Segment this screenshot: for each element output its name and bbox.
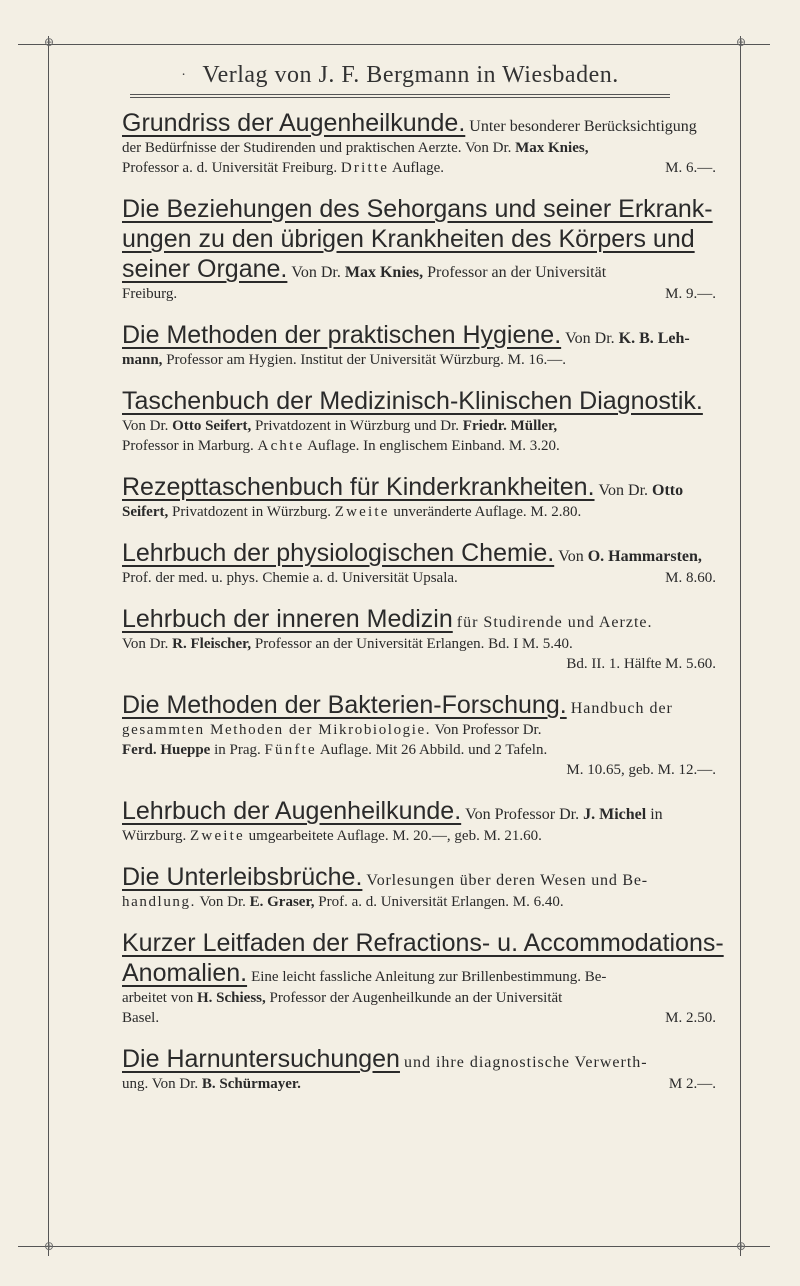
price: M. 20.—, geb. M. 21.60. [392,828,542,844]
edition: Achte [257,438,305,454]
author-name: O. Hammarsten, [587,548,702,565]
left-border-line [48,36,49,1256]
price: M. 3.20. [508,438,560,454]
book-subtitle: Vorlesungen über deren Wesen und Be- [366,872,648,889]
book-entry: Die Methoden der praktischen Hygiene. Von Dr. K. B. Leh- mann, Professor am Hygien. Institut der Universität Würzburg. M. 16.—. [122,320,716,370]
book-subtitle: Unter besonderer Berücksichtigung [469,118,697,135]
header-bullet: · [181,68,187,84]
book-description: ung. Von Dr. B. Schürmayer. M 2.—. [122,1076,716,1092]
book-title: Taschenbuch der Medizinisch-Klinischen Diagnostik. [122,387,703,415]
page-header [0,62,800,89]
author-name: Max Knies, [344,264,424,281]
header-rule-top [130,94,670,95]
author-name: Otto Seifert, [172,418,252,434]
book-title-line: ungen zu den übrigen Krankheiten des Körpers und [122,225,695,253]
author-name: K. B. Leh- [618,330,690,347]
book-title: Grundriss der Augenheilkunde. [122,109,466,137]
price: M. 5.40. [521,636,573,652]
author-name: E. Graser, [249,894,315,910]
author-name: J. Michel [583,806,647,823]
book-entry [122,604,716,674]
author-name: Ferd. Hueppe [122,742,211,758]
edition: Fünfte [264,742,317,758]
book-title: Lehrbuch der Augenheilkunde. [122,797,462,825]
bottom-border-line [18,1246,770,1247]
book-description: Würzburg. Zweite umgearbeitete Auflage. M. 20.—, geb. M. 21.60. [122,828,542,844]
book-title: Die Harnuntersuchungen [122,1045,400,1073]
book-title: Lehrbuch der inneren Medizin [122,605,453,633]
crop-mark-top-right: ⊕ [736,35,747,49]
book-title-line: Kurzer Leitfaden der Refractions- u. Accommodations- [122,929,724,957]
book-title: Die Unterleibsbrüche. [122,863,363,891]
book-title: Rezepttaschenbuch für Kinderkrankheiten. [122,473,595,501]
price: M. 2.80. [530,504,582,520]
author-name: H. Schiess, [196,990,266,1006]
book-title: Die Methoden der praktischen Hygiene. [122,321,562,349]
author-name: mann, [122,352,163,368]
price: M 2.—. [668,1076,716,1092]
price: M. 6.40. [512,894,564,910]
book-title-line: Anomalien. [122,959,248,987]
edition: Dritte [340,160,390,176]
price: M. 8.60. [665,570,716,586]
author-name: Friedr. Müller, [462,418,558,434]
book-entry: Lehrbuch der physiologischen Chemie. Von O. Hammarsten, Prof. der med. u. phys. Chemie a. d. Universität Upsala. M. 8.60. [122,539,716,586]
book-entry: Die Beziehungen des Sehorgans und seiner Erkrank- ungen zu den übrigen Krankheiten des Körpers und seiner Organe. Von Dr. Max Knies, Professor an der Universität Freiburg. M. 9.—. [122,195,716,302]
price: M. 9.—. [665,286,716,302]
author-name: Max Knies, [515,140,589,156]
price: M. 10.65, geb. M. 12.—. [566,762,716,778]
book-description: arbeitet von H. Schiess, Professor der Augenheilkunde an der Universität [122,990,563,1006]
book-entry [122,1044,716,1094]
book-description: mann, Professor am Hygien. Institut der Universität Würzburg. M. 16.—. [122,352,566,368]
author-name: Seifert, [122,504,169,520]
book-title: Lehrbuch der physiologischen Chemie. [122,539,555,567]
author-name: R. Fleischer, [172,636,252,652]
author-name: B. Schürmayer. [201,1076,301,1092]
author-name: Otto [652,482,684,499]
book-list [122,108,724,1110]
book-volume-2: Bd. II. 1. Hälfte M. 5.60. [566,656,716,672]
book-description: Von Dr. Otto Seifert, Privatdozent in Würzburg und Dr. Friedr. Müller, Professor in Marburg. Achte Auflage. In englischem Einband. M. 3.20. [122,418,560,454]
book-description: der Bedürfnisse der Studirenden und praktischen Aerzte. Von Dr. Max Knies, Professor a. d. Universität Freiburg. Dritte Auflage. M. 6.—. [122,140,716,176]
top-border-line [18,44,770,45]
book-entry [122,386,716,456]
book-entry [122,690,716,780]
crop-mark-bottom-right: ⊕ [736,1239,747,1253]
right-border-line [740,36,741,1256]
book-entry [122,862,716,912]
price: M. 16.—. [507,352,566,368]
crop-mark-bottom-left: ⊕ [44,1239,55,1253]
book-entry [122,108,716,178]
book-description: gesammten Methoden der Mikrobiologie. Von Professor Dr. Ferd. Hueppe in Prag. Fünfte Auflage. Mit 26 Abbild. und 2 Tafeln. [122,722,548,758]
header-rule-bottom [130,97,670,98]
price: M. 5.60. [665,656,716,672]
book-entry: Rezepttaschenbuch für Kinderkrankheiten. Von Dr. Otto Seifert, Privatdozent in Würzburg. Zweite unveränderte Auflage. M. 2.80. [122,472,716,522]
book-description: Von Dr. R. Fleischer, Professor an der Universität Erlangen. Bd. I M. 5.40. [122,636,573,652]
book-subtitle: für Studirende und Aerzte. [456,614,653,631]
edition: Zweite [190,828,245,844]
price: M. 6.—. [665,160,716,176]
book-description: handlung. Von Dr. E. Graser, Prof. a. d. Universität Erlangen. M. 6.40. [122,894,564,910]
book-title-line: seiner Organe. [122,255,288,283]
book-subtitle: Handbuch der [570,700,673,717]
book-subtitle: und ihre diagnostische Verwerth- [403,1054,648,1071]
book-entry: Lehrbuch der Augenheilkunde. Von Professor Dr. J. Michel in Würzburg. Zweite umgearbeitete Auflage. M. 20.—, geb. M. 21.60. [122,796,716,846]
book-title-line: Die Beziehungen des Sehorgans und seiner Erkrank- [122,195,713,223]
book-description: Prof. der med. u. phys. Chemie a. d. Universität Upsala. M. 8.60. [122,570,716,586]
edition: Zweite [334,504,390,520]
book-title: Die Methoden der Bakterien-Forschung. [122,691,567,719]
book-description: Seifert, Privatdozent in Würzburg. Zweite unveränderte Auflage. M. 2.80. [122,504,582,520]
book-subtitle: Eine leicht fassliche Anleitung zur Brillenbestimmung. Be- [251,969,607,985]
price: M. 2.50. [665,1010,716,1026]
crop-mark-top-left: ⊕ [44,35,55,49]
publisher-line: Verlag von J. F. Bergmann in Wiesbaden. [202,62,619,88]
book-entry: Kurzer Leitfaden der Refractions- u. Accommodations- Anomalien. Eine leicht fassliche Anleitung zur Brillenbestimmung. Be- arbeitet von H. Schiess, Professor der Augenheilkunde an der Universität Basel. M. 2.50. [122,929,724,1026]
book-description: Freiburg. M. 9.—. [122,286,716,302]
